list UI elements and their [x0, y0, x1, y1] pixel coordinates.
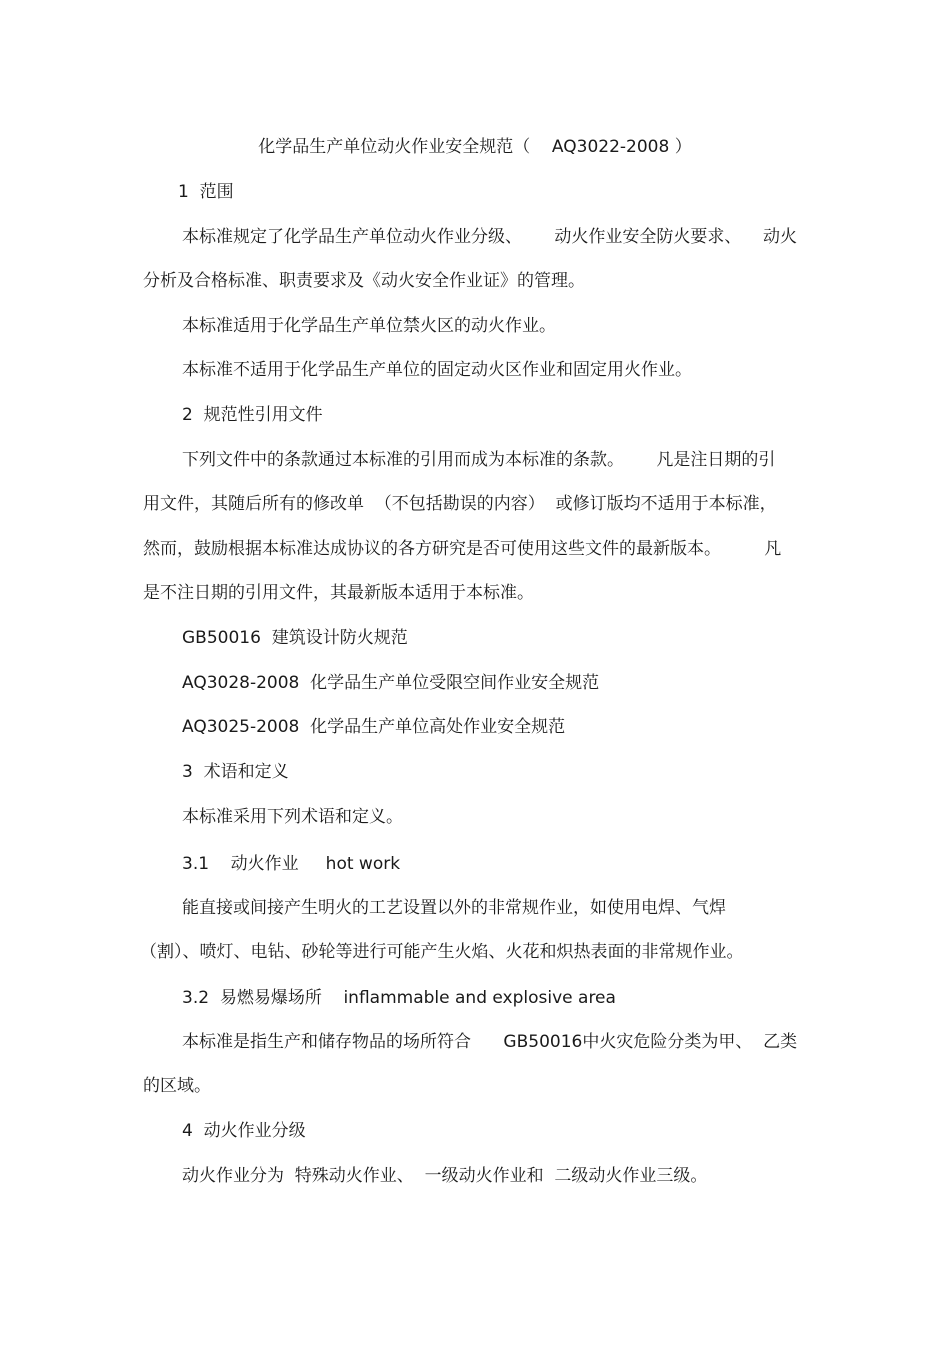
paragraph-line: 本标准规定了化学品生产单位动火作业分级、 动火作业安全防火要求、 动火: [182, 227, 798, 247]
section-heading-references: 2 规范性引用文件: [182, 405, 323, 425]
document-title: 化学品生产单位动火作业安全规范（ AQ3022-2008 ）: [258, 137, 692, 157]
section-heading-terms: 3 术语和定义: [182, 762, 289, 782]
paragraph-line: 能直接或间接产生明火的工艺设置以外的非常规作业，如使用电焊、气焊: [182, 898, 726, 918]
section-heading-scope: 1 范围: [178, 182, 234, 202]
paragraph-line: 动火作业分为 特殊动火作业、 一级动火作业和 二级动火作业三级。: [182, 1166, 708, 1186]
reference-item: AQ3028-2008 化学品生产单位受限空间作业安全规范: [182, 673, 600, 693]
paragraph-line: 分析及合格标准、职责要求及《动火安全作业证》的管理。: [143, 271, 585, 291]
term-heading: 3.2 易燃易爆场所 inflammable and explosive area: [182, 988, 616, 1008]
paragraph-line: 本标准不适用于化学品生产单位的固定动火区作业和固定用火作业。: [182, 360, 692, 380]
paragraph-line: 的区域。: [143, 1076, 211, 1096]
reference-item: GB50016 建筑设计防火规范: [182, 628, 408, 648]
paragraph-line: 是不注日期的引用文件，其最新版本适用于本标准。: [143, 583, 534, 603]
reference-item: AQ3025-2008 化学品生产单位高处作业安全规范: [182, 717, 566, 737]
paragraph-line: 然而，鼓励根据本标准达成协议的各方研究是否可使用这些文件的最新版本。 凡: [143, 539, 782, 559]
paragraph-line: 本标准是指生产和储存物品的场所符合 GB50016中火灾危险分类为甲、 乙类: [182, 1032, 798, 1052]
paragraph-line: 本标准适用于化学品生产单位禁火区的动火作业。: [182, 316, 556, 336]
paragraph-line: 本标准采用下列术语和定义。: [182, 807, 403, 827]
section-heading-grading: 4 动火作业分级: [182, 1121, 306, 1141]
paragraph-line: （割）、喷灯、电钻、砂轮等进行可能产生火焰、火花和炽热表面的非常规作业。: [140, 942, 744, 962]
paragraph-line: 下列文件中的条款通过本标准的引用而成为本标准的条款。 凡是注日期的引: [182, 450, 776, 470]
term-heading: 3.1 动火作业 hot work: [182, 854, 401, 874]
paragraph-line: 用文件，其随后所有的修改单 （不包括勘误的内容） 或修订版均不适用于本标准，: [143, 494, 777, 514]
